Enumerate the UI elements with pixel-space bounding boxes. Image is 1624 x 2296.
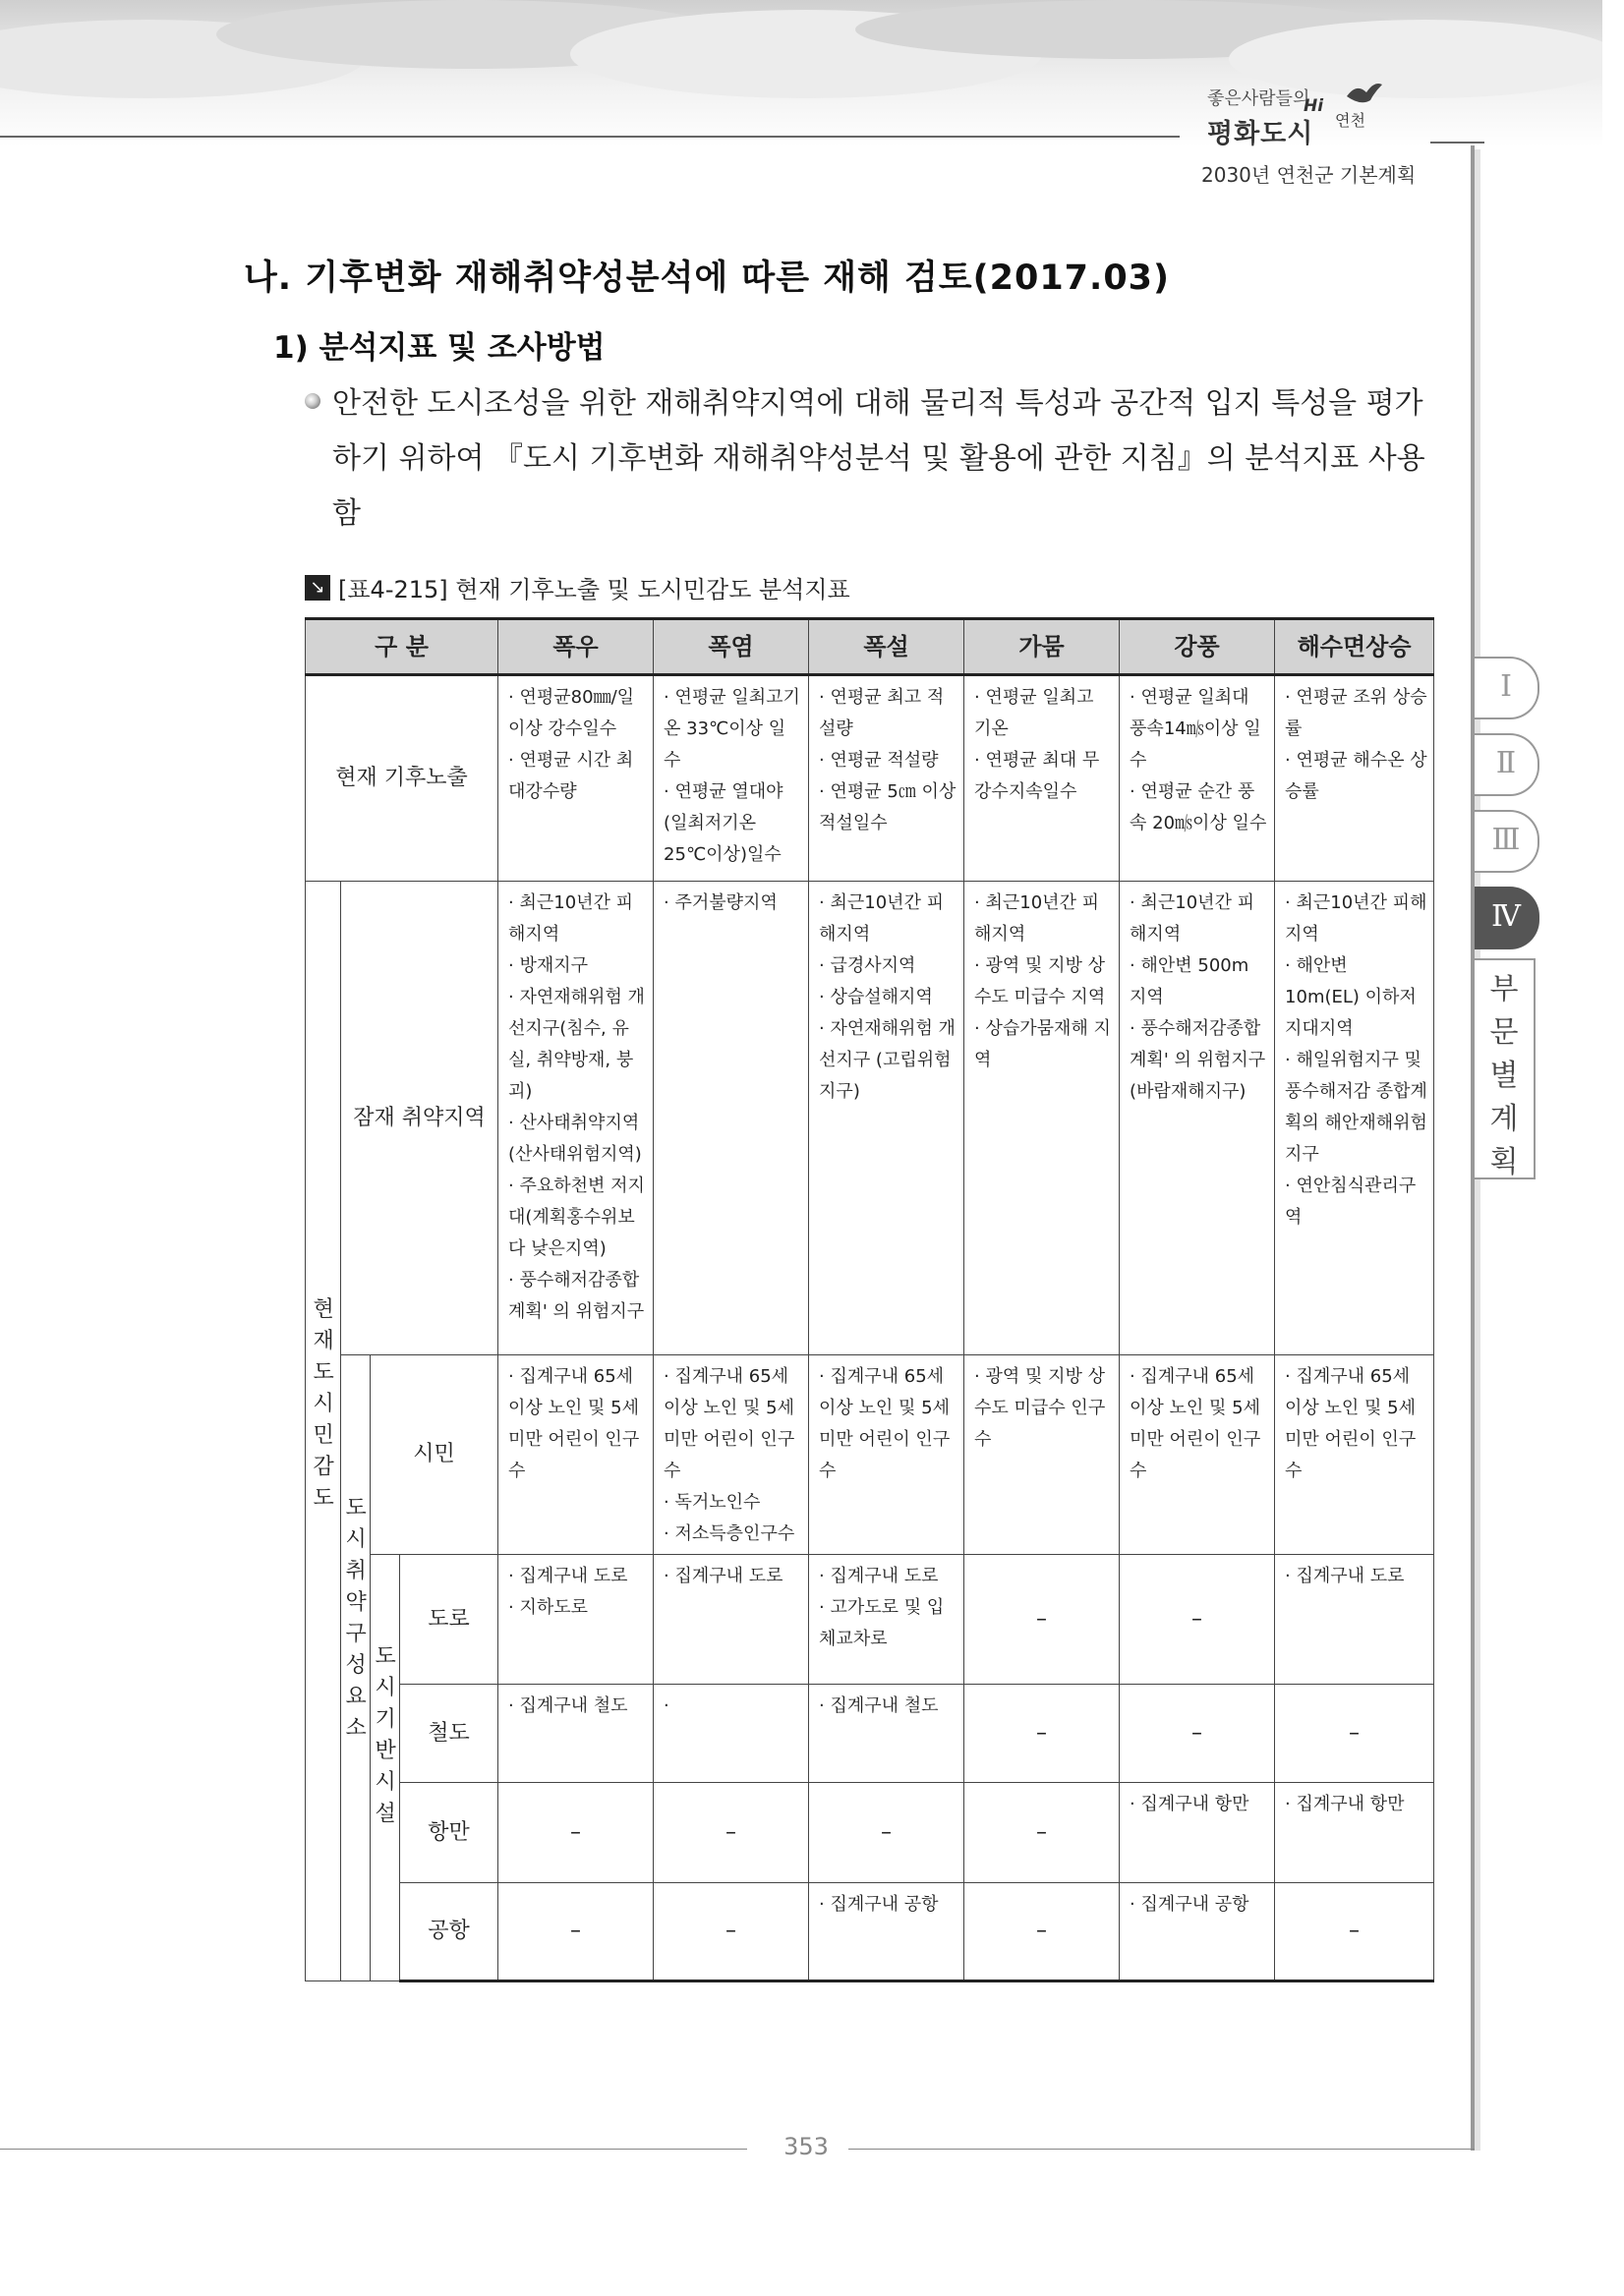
city-logo <box>1197 79 1433 147</box>
cell-item: · 집계구내 65세 이상 노인 및 5세미만 어린이 인구수 <box>508 1361 647 1487</box>
table-cell <box>809 1685 964 1783</box>
table-cell <box>1120 675 1275 882</box>
header-heatwave: 폭염 <box>654 619 809 675</box>
cell-item: · 집계구내 공항 <box>819 1889 957 1921</box>
cell-item: · 급경사지역 <box>819 950 957 982</box>
row-label: 시민 <box>371 1355 498 1555</box>
cell-item: · 연평균 일최대 풍속14㎧이상 일수 <box>1130 682 1268 776</box>
header-sea-level-rise: 해수면상승 <box>1275 619 1434 675</box>
cell-item: · 주요하천변 저지대(계획홍수위보다 낮은지역) <box>508 1171 647 1265</box>
cell-item: · 연평균80㎜/일 이상 강수일수 <box>508 682 647 745</box>
table-cell <box>498 882 654 1355</box>
table-cell <box>964 675 1120 882</box>
cell-item: · 집계구내 철도 <box>819 1691 957 1722</box>
cell-item: · 연평균 시간 최대강수량 <box>508 745 647 808</box>
cell-item: · 집계구내 도로 <box>1285 1561 1427 1592</box>
cell-item: · 집계구내 철도 <box>508 1691 647 1722</box>
row-potential <box>306 882 1434 1355</box>
table-cell <box>1120 882 1275 1355</box>
table-cell <box>1275 1355 1434 1555</box>
cell-item <box>664 1691 802 1722</box>
cell-item: · 상습설해지역 <box>819 982 957 1013</box>
table-cell <box>498 1355 654 1555</box>
group-label-text: 현재 도시민감도 <box>313 1297 334 1511</box>
cell-item: · 집계구내 65세 이상 노인 및 5세미만 어린이 인구수 <box>819 1361 957 1487</box>
table-cell <box>809 1883 964 1981</box>
table-header-row <box>306 619 1434 675</box>
cell-item: · 연평균 최대 무강수지속일수 <box>974 745 1113 808</box>
table-cell <box>654 1355 809 1555</box>
table-cell <box>654 882 809 1355</box>
cell-item: · 풍수해저감종합 계획' 의 위험지구 <box>508 1265 647 1328</box>
indicator-table <box>305 617 1433 1982</box>
cell-item: · 주거불량지역 <box>664 888 802 919</box>
cell-item: · 집계구내 65세 이상 노인 및 5세미만 어린이 인구수 <box>664 1361 802 1487</box>
logo-title: 평화도시 <box>1207 119 1314 149</box>
table-cell: – <box>1120 1555 1275 1685</box>
logo-tagline: 좋은사람들의 <box>1207 88 1310 109</box>
row-label: 철도 <box>400 1685 498 1783</box>
cell-item: · 최근10년간 피해지역 <box>974 888 1113 950</box>
chapter-label-text: 부문별 계획 <box>1489 972 1519 1179</box>
table-cell <box>1120 1883 1275 1981</box>
table-cell <box>964 882 1120 1355</box>
table-cell <box>809 882 964 1355</box>
chapter-tab-3[interactable]: Ⅲ <box>1475 810 1539 873</box>
table-cell <box>1120 1783 1275 1883</box>
cell-item: · 집계구내 65세 이상 노인 및 5세미만 어린이 인구수 <box>1130 1361 1268 1487</box>
cell-item: · 자연재해위험 개선지구 (고립위험지구) <box>819 1013 957 1108</box>
cell-item: · 집계구내 65세 이상 노인 및 5세미만 어린이 인구수 <box>1285 1361 1427 1487</box>
cell-item: · 해안변 10m(EL) 이하저지대지역 <box>1285 950 1427 1045</box>
logo-city: 연천 <box>1335 111 1365 130</box>
table-cell <box>809 675 964 882</box>
cell-item: · 연평균 순간 풍속 20㎧이상 일수 <box>1130 776 1268 839</box>
table-cell: – <box>964 1783 1120 1883</box>
row-label: 잠재 취약지역 <box>341 882 498 1355</box>
cell-item: · 연평균 조위 상승률 <box>1285 682 1427 745</box>
footer-rule-left <box>0 2149 747 2150</box>
header-strong-wind: 강풍 <box>1120 619 1275 675</box>
table-cell <box>654 675 809 882</box>
cell-item: · 집계구내 항만 <box>1130 1789 1268 1820</box>
table-cell <box>1275 675 1434 882</box>
cell-item: · 연안침식관리구역 <box>1285 1171 1427 1234</box>
cell-item: · 독거노인수 <box>664 1487 802 1519</box>
table-cell <box>498 675 654 882</box>
group-label-city-components <box>341 1355 371 1981</box>
table-cell <box>1120 1355 1275 1555</box>
header-category: 구 분 <box>306 619 498 675</box>
section-heading: 나. 기후변화 재해취약성분석에 따른 재해 검토(2017.03) <box>244 258 1171 298</box>
table-cell <box>498 1555 654 1685</box>
table-cell: – <box>964 1685 1120 1783</box>
cell-item: · 광역 및 지방 상수도 미급수 지역 <box>974 950 1113 1013</box>
table-cell <box>809 1355 964 1555</box>
cell-item: · 방재지구 <box>508 950 647 982</box>
table-cell: – <box>654 1883 809 1981</box>
row-label: 도로 <box>400 1555 498 1685</box>
table-cell: – <box>1275 1685 1434 1783</box>
group-label-text: 도시취약구성요소 <box>345 1496 367 1741</box>
table-cell <box>654 1685 809 1783</box>
table-caption <box>305 570 850 604</box>
cell-item: · 집계구내 공항 <box>1130 1889 1268 1921</box>
cell-item: · 저소득층인구수 <box>664 1519 802 1550</box>
page-number: 353 <box>783 2133 829 2160</box>
row-label: 항만 <box>400 1783 498 1883</box>
table-cell: – <box>964 1555 1120 1685</box>
cell-item: · 연평균 일최고 기온 <box>974 682 1113 745</box>
group-label-current-sensitivity <box>306 882 341 1981</box>
group-label-text: 도시기반시설 <box>375 1644 396 1826</box>
table-cell <box>1275 1555 1434 1685</box>
cell-item: · 연평균 해수온 상승률 <box>1285 745 1427 808</box>
row-rail <box>306 1685 1434 1783</box>
table-cell <box>1275 1783 1434 1883</box>
row-port <box>306 1783 1434 1883</box>
cell-item: · 풍수해저감종합 계획' 의 위험지구 (바람재해지구) <box>1130 1013 1268 1108</box>
group-label-infrastructure <box>371 1555 400 1981</box>
table-cell: – <box>809 1783 964 1883</box>
header-drought: 가뭄 <box>964 619 1120 675</box>
cell-item: · 자연재해위험 개선지구(침수, 유실, 취약방재, 붕괴) <box>508 982 647 1108</box>
header-rule <box>0 136 1180 138</box>
cell-item: · 최근10년간 피해지역 <box>1285 888 1427 950</box>
cell-item: · 집계구내 도로 <box>508 1561 647 1592</box>
table-cell <box>809 1555 964 1685</box>
subsection-heading: 1) 분석지표 및 조사방법 <box>273 330 606 366</box>
chapter-label <box>1475 958 1536 1179</box>
cell-item: · 광역 및 지방 상수도 미급수 인구수 <box>974 1361 1113 1456</box>
cell-item: · 연평균 적설량 <box>819 745 957 776</box>
row-label: 현재 기후노출 <box>306 675 498 882</box>
table-cell: – <box>964 1883 1120 1981</box>
table-cell: – <box>498 1783 654 1883</box>
cell-item: · 연평균 5㎝ 이상 적설일수 <box>819 776 957 839</box>
footer-rule-right <box>848 2149 1475 2150</box>
cell-item: · 해일위험지구 및풍수해저감 종합계획의 해안재해위험지구 <box>1285 1045 1427 1171</box>
table-cell: – <box>1275 1883 1434 1981</box>
chapter-tab-1[interactable]: Ⅰ <box>1475 657 1539 719</box>
row-airport <box>306 1883 1434 1981</box>
cell-item: · 집계구내 도로 <box>819 1561 957 1592</box>
table-cell: – <box>1120 1685 1275 1783</box>
cell-item: · 상습가뭄재해 지역 <box>974 1013 1113 1076</box>
row-road <box>306 1555 1434 1685</box>
cell-item: · 고가도로 및 입체교차로 <box>819 1592 957 1655</box>
table-cell: – <box>498 1883 654 1981</box>
row-exposure <box>306 675 1434 882</box>
document-subtitle: 2030년 연천군 기본계획 <box>1201 163 1417 187</box>
cell-item: · 집계구내 도로 <box>664 1561 802 1592</box>
header-rule-right <box>1430 142 1484 144</box>
table-cell: – <box>654 1783 809 1883</box>
table-cell <box>654 1555 809 1685</box>
table-cell <box>498 1685 654 1783</box>
table-caption-text: [표4-215] 현재 기후노출 및 도시민감도 분석지표 <box>338 576 850 603</box>
header-heavy-rain: 폭우 <box>498 619 654 675</box>
table-cell <box>964 1355 1120 1555</box>
cell-item: · 최근10년간 피해지역 <box>1130 888 1268 950</box>
chapter-tab-2[interactable]: Ⅱ <box>1475 733 1539 796</box>
row-citizen <box>306 1355 1434 1555</box>
table-cell <box>1275 882 1434 1355</box>
cell-item: · 최근10년간 피해지역 <box>819 888 957 950</box>
row-label: 공항 <box>400 1883 498 1981</box>
bullet-icon <box>305 393 320 409</box>
logo-hi: Hi <box>1304 96 1324 116</box>
cell-item: · 연평균 최고 적설량 <box>819 682 957 745</box>
chapter-tab-4[interactable]: Ⅳ <box>1475 887 1539 949</box>
dove-icon <box>1345 79 1384 108</box>
cell-item: · 지하도로 <box>508 1592 647 1624</box>
cell-item: · 연평균 열대야 (일최저기온 25℃이상)일수 <box>664 776 802 871</box>
cell-item: · 최근10년간 피해지역 <box>508 888 647 950</box>
cell-item: · 해안변 500m 지역 <box>1130 950 1268 1013</box>
cell-item: · 산사태취약지역 (산사태위험지역) <box>508 1108 647 1171</box>
arrow-icon: ↘ <box>305 575 330 601</box>
cell-item: · 집계구내 항만 <box>1285 1789 1427 1820</box>
header-heavy-snow: 폭설 <box>809 619 964 675</box>
intro-paragraph: 안전한 도시조성을 위한 재해취약지역에 대해 물리적 특성과 공간적 입지 특성을 평가하기 위하여 『도시 기후변화 재해취약성분석 및 활용에 관한 지침』의 분석지표 사용함 <box>332 386 1425 531</box>
cell-item: · 연평균 일최고기온 33℃이상 일수 <box>664 682 802 776</box>
